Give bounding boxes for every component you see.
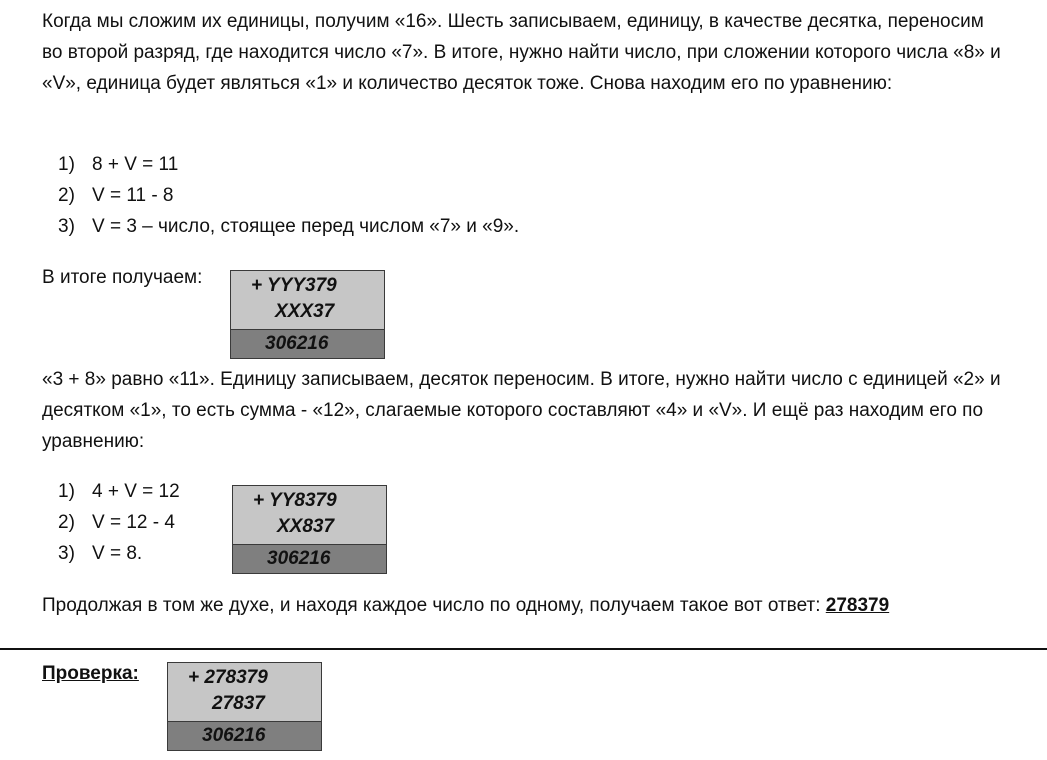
list-item xyxy=(58,211,519,242)
addend-1: + YY8379 xyxy=(253,490,337,511)
sum-cell xyxy=(168,722,321,750)
addend-1: + YYY379 xyxy=(251,275,337,296)
sum-cell xyxy=(233,545,386,573)
addends-cell xyxy=(168,663,321,722)
answer-sentence: Продолжая в том же духе, и находя каждое число по одному, получаем такое вот ответ: xyxy=(42,595,826,616)
addition-table-check xyxy=(167,662,322,751)
list-item xyxy=(58,180,519,211)
sum-cell xyxy=(231,330,384,358)
sum-value: 306216 xyxy=(202,725,266,746)
list-item xyxy=(58,149,519,180)
list-text: 8 + V = 11 xyxy=(92,154,179,175)
list-text: V = 8. xyxy=(92,543,143,564)
list-item xyxy=(58,507,180,538)
list-item xyxy=(58,538,180,569)
list-number: 1) xyxy=(58,154,75,175)
sum-value: 306216 xyxy=(265,333,329,354)
horizontal-divider xyxy=(0,648,1047,650)
addend-2: XXX37 xyxy=(275,301,335,322)
check-heading: Проверка: xyxy=(42,663,139,684)
addend-2: XX837 xyxy=(277,516,335,537)
list-text: V = 3 – число, стоящее перед числом «7» и «9». xyxy=(92,216,520,237)
addend-1: + 278379 xyxy=(188,667,268,688)
sum-value: 306216 xyxy=(267,548,331,569)
result-label: В итоге получаем: xyxy=(42,267,203,288)
equation-list-2 xyxy=(58,476,180,569)
equation-list-1 xyxy=(58,149,519,242)
addition-table-2 xyxy=(232,485,387,574)
list-text: V = 11 - 8 xyxy=(92,185,174,206)
addition-table-1 xyxy=(230,270,385,359)
list-number: 3) xyxy=(58,216,75,237)
list-number: 2) xyxy=(58,512,75,533)
paragraph-2: «3 + 8» равно «11». Единицу записываем, десяток переносим. В итоге, нужно найти число с единицей «2» и десятком «1», то есть сумма - «12», слагаемые которого составляют «4» и «V». И ещё раз находим его по уравнению: xyxy=(42,369,1001,452)
list-number: 2) xyxy=(58,185,75,206)
paragraph-1: Когда мы сложим их единицы, получим «16». Шесть записываем, единицу, в качестве десятка, переносим во второй разряд, где находится число «7». В итоге, нужно найти число, при сложении которого числа «8» и «V», единица будет являться «1» и количество десяток тоже. Снова находим его по уравнению: xyxy=(42,11,1001,94)
addends-cell xyxy=(231,271,384,330)
list-text: V = 12 - 4 xyxy=(92,512,175,533)
list-number: 3) xyxy=(58,543,75,564)
addend-2: 27837 xyxy=(212,693,265,714)
list-number: 1) xyxy=(58,481,75,502)
list-item xyxy=(58,476,180,507)
final-answer: 278379 xyxy=(825,595,890,616)
paragraph-3 xyxy=(42,590,1002,621)
addends-cell xyxy=(233,486,386,545)
list-text: 4 + V = 12 xyxy=(92,481,180,502)
